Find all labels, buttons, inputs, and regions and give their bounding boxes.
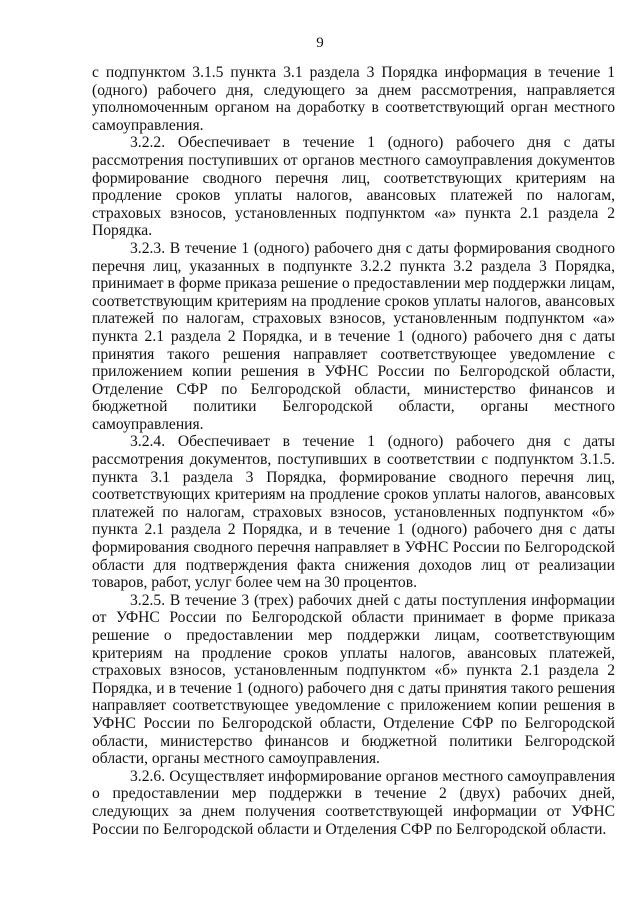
document-body — [92, 64, 615, 838]
page-number: 9 — [316, 35, 324, 51]
paragraph-3-2-3: 3.2.3. В течение 1 (одного) рабочего дня с даты формирования сводного перечня лиц, указанных в подпункте 3.2.2 пункта 3.2 раздела 3 Порядка, принимает в форме приказа решение о предоставлении мер поддержки лицам, соответствующим критериям на продление сроков уплаты налогов, авансовых платежей по налогам, страховых взносов, установленным подпунктом «а» пункта 2.1 раздела 2 Порядка, и в течение 1 (одного) рабочего дня с даты принятия такого решения направляет соответствующее уведомление с приложением копии решения в УФНС России по Белгородской области, Отделение СФР по Белгородской области, министерство финансов и бюджетной политики Белгородской области, органы местного самоуправления. — [92, 239, 615, 433]
paragraph-3-2-5: 3.2.5. В течение 3 (трех) рабочих дней с даты поступления информации от УФНС России по Белгородской области принимает в форме приказа решение о предоставлении мер поддержки лицам, соответствующим критериям на продление сроков уплаты налогов, авансовых платежей, страховых взносов, установленным подпунктом «б» пункта 2.1 раздела 2 Порядка, и в течение 1 (одного) рабочего дня с даты принятия такого решения направляет соответствующее уведомление с приложением копии решения в УФНС России по Белгородской области, Отделение СФР по Белгородской области, министерство финансов и бюджетной политики Белгородской области, органы местного самоуправления. — [92, 591, 615, 768]
paragraph-3-2-4: 3.2.4. Обеспечивает в течение 1 (одного) рабочего дня с даты рассмотрения документов, поступивших в соответствии с подпунктом 3.1.5. пункта 3.1 раздела 3 Порядка, формирование сводного перечня лиц, соответствующих критериям на продление сроков уплаты налогов, авансовых платежей по налогам, страховых взносов, установленных подпунктом «б» пункта 2.1 раздела 2 Порядка, и в течение 1 (одного) рабочего дня с даты формирования сводного перечня направляет в УФНС России по Белгородской области для подтверждения факта снижения доходов лиц от реализации товаров, работ, услуг более чем на 30 процентов. — [92, 433, 615, 592]
paragraph-continuation: с подпунктом 3.1.5 пункта 3.1 раздела 3 Порядка информация в течение 1 (одного) рабочего дня, следующего за днем рассмотрения, направляется уполномоченным органом на доработку в соответствующий орган местного самоуправления. — [92, 64, 615, 134]
paragraph-3-2-6: 3.2.6. Осуществляет информирование органов местного самоуправления о предоставлении мер поддержки в течение 2 (двух) рабочих дней, следующих за днем получения соответствующей информации от УФНС России по Белгородской области и Отделения СФР по Белгородской области. — [92, 767, 615, 838]
paragraph-3-2-2: 3.2.2. Обеспечивает в течение 1 (одного) рабочего дня с даты рассмотрения поступивших от органов местного самоуправления документов формирование сводного перечня лиц, соответствующих критериям на продление сроков уплаты налогов, авансовых платежей по налогам, страховых взносов, установленных подпунктом «а» пункта 2.1 раздела 2 Порядка. — [92, 134, 615, 240]
